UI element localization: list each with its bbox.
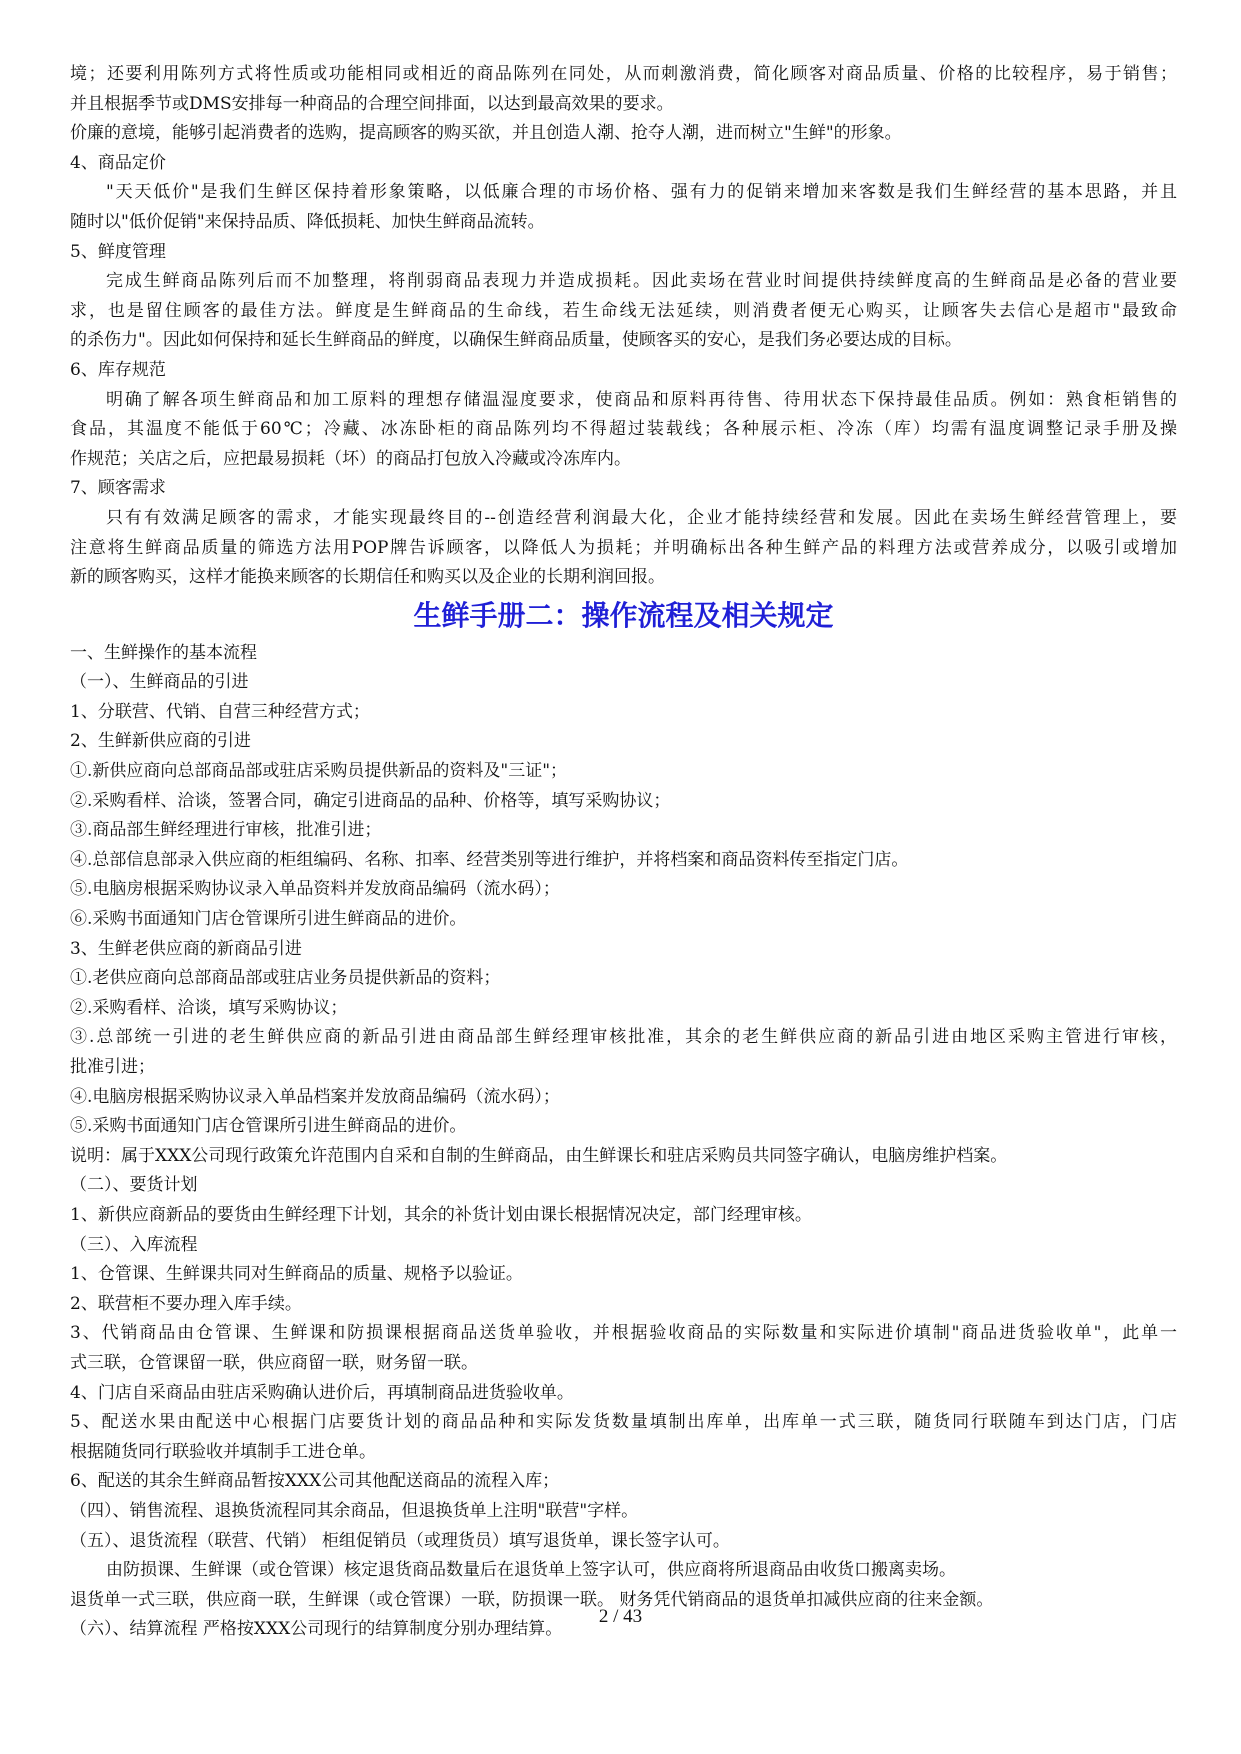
list-item: 式三联，仓管课留一联，供应商留一联，财务留一联。 <box>70 1352 478 1373</box>
step-item: ②.采购看样、洽谈，签署合同，确定引进商品的品种、价格等，填写采购协议； <box>70 790 671 811</box>
list-item: 3、生鲜老供应商的新商品引进 <box>70 938 302 959</box>
paragraph-line: 由防损课、生鲜课（或仓管课）核定退货商品数量后在退货单上签字认可，供应商将所退商品由收货口搬离卖场。 <box>106 1560 956 1581</box>
list-item: 6、配送的其余生鲜商品暂按XXX公司其他配送商品的流程入库； <box>70 1471 560 1492</box>
list-item: 1、仓管课、生鲜课共同对生鲜商品的质量、规格予以验证。 <box>70 1264 523 1285</box>
step-item: ⑥.采购书面通知门店仓管课所引进生鲜商品的进价。 <box>70 909 467 930</box>
paragraph-line: 注意将生鲜商品质量的筛选方法用POP牌告诉顾客，以降低人为损耗；并明确标出各种生鲜产品的料理方法或营养成分，以吸引或增加 <box>70 537 1177 558</box>
paragraph-line: 作规范；关店之后，应把最易损耗（坏）的商品打包放入冷藏或冷冻库内。 <box>70 448 631 469</box>
subsection-heading: （二）、要货计划 <box>70 1175 198 1196</box>
list-item: 5、配送水果由配送中心根据门店要货计划的商品品种和实际发货数量填制出库单，出库单一式三联，随货同行联随车到达门店，门店 <box>70 1412 1177 1433</box>
step-item: ⑤.采购书面通知门店仓管课所引进生鲜商品的进价。 <box>70 1116 467 1137</box>
paragraph-line: 只有有效满足顾客的需求，才能实现最终目的--创造经营利润最大化，企业才能持续经营和发展。因此在卖场生鲜经营管理上，要 <box>106 507 1177 528</box>
section-heading-customer: 7、顾客需求 <box>70 478 166 499</box>
list-item: 4、门店自采商品由驻店采购确认进价后，再填制商品进货验收单。 <box>70 1382 574 1403</box>
list-item: 2、生鲜新供应商的引进 <box>70 731 251 752</box>
page-number: 2 / 43 <box>598 1606 643 1627</box>
note-line: 说明：属于XXX公司现行政策允许范围内自采和自制的生鲜商品，由生鲜课长和驻店采购员共同签字确认，电脑房维护档案。 <box>70 1145 1008 1166</box>
subsection-heading: （五）、退货流程（联营、代销） 柜组促销员（或理货员）填写退货单，课长签字认可。 <box>70 1530 730 1551</box>
paragraph-line: 求，也是留住顾客的最佳方法。鲜度是生鲜商品的生命线，若生命线无法延续，则消费者便无心购买，让顾客失去信心是超市"最致命 <box>70 300 1177 321</box>
subsection-heading: （一）、生鲜商品的引进 <box>70 672 249 693</box>
subsection-heading: （四）、销售流程、退换货流程同其余商品，但退换货单上注明"联营"字样。 <box>70 1500 639 1521</box>
step-item: ④.总部信息部录入供应商的柜组编码、名称、扣率、经营类别等进行维护，并将档案和商品资料传至指定门店。 <box>70 849 909 870</box>
list-item: 1、分联营、代销、自营三种经营方式； <box>70 701 370 722</box>
paragraph-line: 完成生鲜商品陈列后而不加整理，将削弱商品表现力并造成损耗。因此卖场在营业时间提供持续鲜度高的生鲜商品是必备的营业要 <box>106 271 1177 292</box>
step-item: 批准引进； <box>70 1057 155 1077</box>
step-item: ①.新供应商向总部商品部或驻店采购员提供新品的资料及"三证"； <box>70 761 568 782</box>
step-item: ③.总部统一引进的老生鲜供应商的新品引进由商品部生鲜经理审核批准，其余的老生鲜供应商的新品引进由地区采购主管进行审核， <box>70 1027 1177 1048</box>
part-heading: 一、生鲜操作的基本流程 <box>70 642 257 663</box>
step-item: ①.老供应商向总部商品部或驻店业务员提供新品的资料； <box>70 968 501 989</box>
subsection-heading: （六）、结算流程 严格按XXX公司现行的结算制度分别办理结算。 <box>70 1619 563 1640</box>
subsection-heading: （三）、入库流程 <box>70 1234 198 1255</box>
intro-line: 价廉的意境，能够引起消费者的选购，提高顾客的购买欲，并且创造人潮、抢夺人潮，进而树立"生鲜"的形象。 <box>70 123 902 144</box>
intro-line: 并且根据季节或DMS安排每一种商品的合理空间排面，以达到最高效果的要求。 <box>70 93 674 114</box>
list-item: 1、新供应商新品的要货由生鲜经理下计划，其余的补货计划由课长根据情况决定，部门经理审核。 <box>70 1204 812 1225</box>
paragraph-line: 食品，其温度不能低于60℃；冷藏、冰冻卧柜的商品陈列均不得超过装载线；各种展示柜、冷冻（库）均需有温度调整记录手册及操 <box>70 419 1177 440</box>
paragraph-line: 新的顾客购买，这样才能换来顾客的长期信任和购买以及企业的长期利润回报。 <box>70 567 665 588</box>
step-item: ②.采购看样、洽谈，填写采购协议； <box>70 997 348 1018</box>
paragraph-line: "天天低价"是我们生鲜区保持着形象策略，以低廉合理的市场价格、强有力的促销来增加来客数是我们生鲜经营的基本思路，并且 <box>106 182 1177 203</box>
intro-line: 境；还要利用陈列方式将性质或功能相同或相近的商品陈列在同处，从而刺激消费，简化顾客对商品质量、价格的比较程序，易于销售； <box>70 64 1177 84</box>
paragraph-line: 的杀伤力"。因此如何保持和延长生鲜商品的鲜度，以确保生鲜商品质量，使顾客买的安心，是我们务必要达成的目标。 <box>70 330 962 351</box>
list-item: 根据随货同行联验收并填制手工进仓单。 <box>70 1441 376 1462</box>
section-heading-inventory: 6、库存规范 <box>70 359 166 380</box>
step-item: ③.商品部生鲜经理进行审核，批准引进； <box>70 820 382 841</box>
step-item: ⑤.电脑房根据采购协议录入单品资料并发放商品编码（流水码）； <box>70 879 560 900</box>
step-item: ④.电脑房根据采购协议录入单品档案并发放商品编码（流水码）； <box>70 1086 560 1107</box>
section-heading-pricing: 4、商品定价 <box>70 152 166 173</box>
paragraph-line: 退货单一式三联，供应商一联，生鲜课（或仓管课）一联，防损课一联。 财务凭代销商品的退货单扣减供应商的往来金额。 <box>70 1589 994 1610</box>
paragraph-line: 明确了解各项生鲜商品和加工原料的理想存储温湿度要求，使商品和原料再待售、待用状态下保持最佳品质。例如：熟食柜销售的 <box>106 389 1177 410</box>
section-heading-freshness: 5、鲜度管理 <box>70 241 166 262</box>
handbook-title: 生鲜手册二：操作流程及相关规定 <box>413 598 834 632</box>
list-item: 3、代销商品由仓管课、生鲜课和防损课根据商品送货单验收，并根据验收商品的实际数量和实际进价填制"商品进货验收单"，此单一 <box>70 1323 1177 1344</box>
paragraph-line: 随时以"低价促销"来保持品质、降低损耗、加快生鲜商品流转。 <box>70 211 545 232</box>
list-item: 2、联营柜不要办理入库手续。 <box>70 1293 302 1314</box>
